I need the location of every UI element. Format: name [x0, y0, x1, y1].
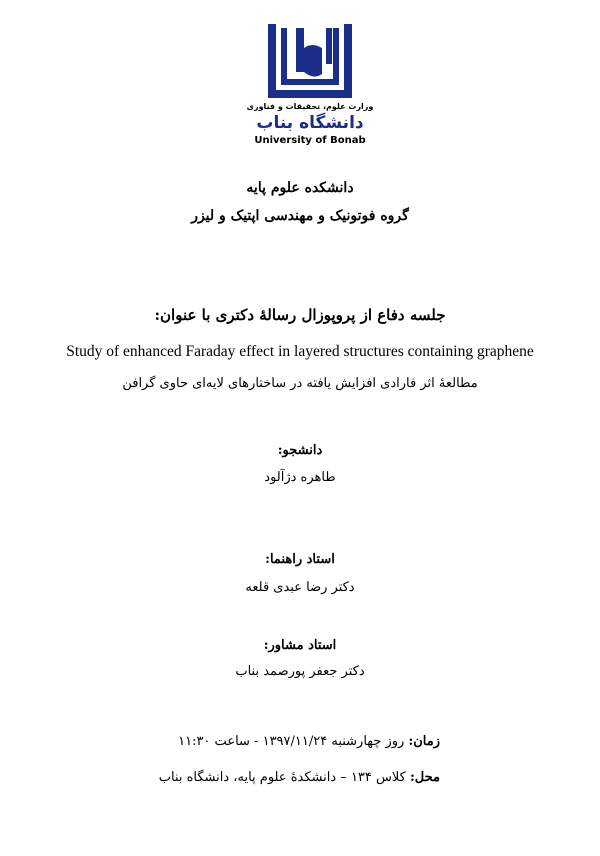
logo-emblem-icon: [240, 18, 380, 102]
supervisor-label: استاد راهنما:: [265, 552, 335, 567]
department-name: گروه فوتونیک و مهندسی اپتیک و لیزر: [191, 208, 409, 224]
student-label: دانشجو:: [277, 443, 323, 458]
time-label: زمان:: [408, 734, 440, 749]
time-line: [178, 734, 440, 749]
advisor-label: استاد مشاور:: [263, 638, 337, 653]
thesis-title-en: Study of enhanced Faraday effect in layered structures containing graphene: [66, 343, 534, 360]
student-name: طاهره دژآلود: [264, 470, 336, 485]
faculty-name: دانشکده علوم پایه: [246, 180, 354, 196]
place-label: محل:: [410, 770, 440, 785]
university-logo: [240, 18, 380, 160]
session-title: جلسه دفاع از پروپوزال رسالۀ دکتری با عنوان:: [154, 306, 446, 324]
time-value: روز چهارشنبه ۱۳۹۷/۱۱/۲۴ - ساعت ۱۱:۳۰: [178, 734, 405, 749]
supervisor-name: دکتر رضا عبدی قلعه: [245, 580, 355, 595]
logo-university-fa: دانشگاه بناب: [256, 113, 364, 133]
advisor-name: دکتر جعفر پورصمد بناب: [235, 664, 365, 679]
place-value: کلاس ۱۳۴ – دانشکدۀ علوم پایه، دانشگاه بناب: [158, 770, 406, 785]
logo-university-en: University of Bonab: [254, 135, 366, 146]
logo-ministry-text: وزارت علوم، تحقیقات و فناوری: [246, 102, 374, 111]
thesis-title-fa: مطالعۀ اثر فارادی افزایش یافته در ساختارهای لایه‌ای حاوی گرافن: [122, 376, 478, 391]
place-line: [159, 770, 440, 785]
